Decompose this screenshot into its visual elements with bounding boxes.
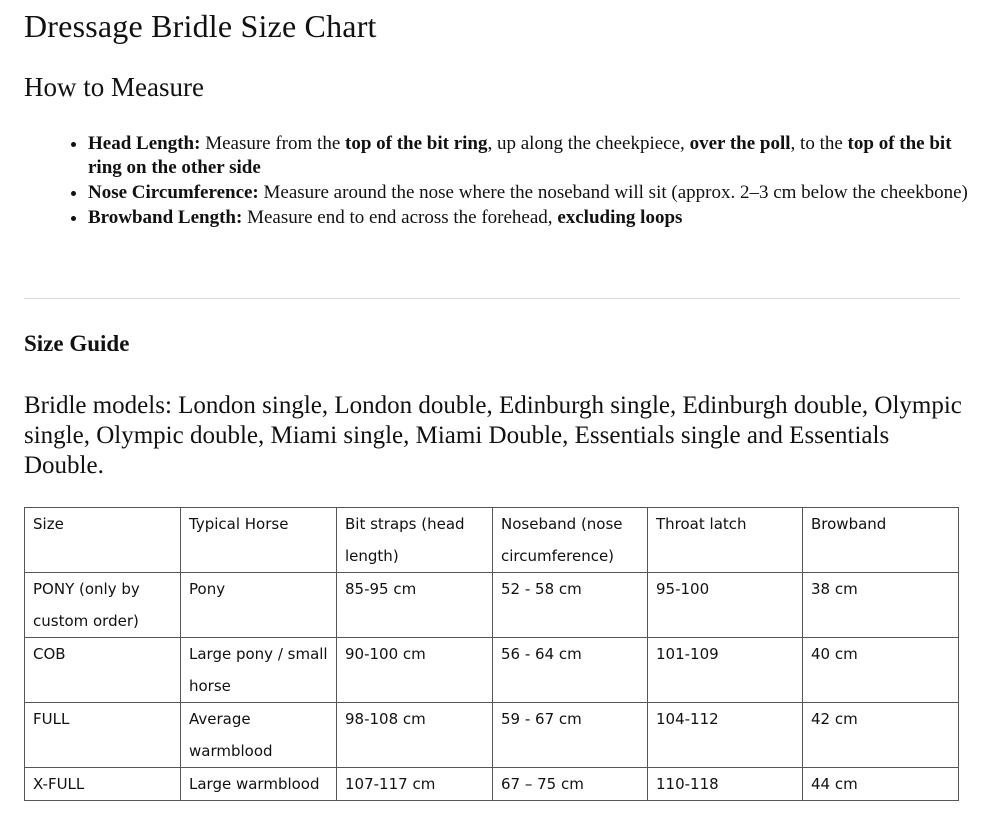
table-cell: Large pony / small horse — [181, 638, 337, 703]
measure-text: Measure end to end across the forehead, — [242, 207, 558, 228]
table-body — [25, 573, 959, 801]
table-cell: Pony — [181, 573, 337, 638]
measure-text: , up along the cheekpiece, — [487, 133, 690, 154]
table-cell: 107-117 cm — [337, 768, 493, 801]
size-table — [24, 507, 959, 801]
table-cell: 67 – 75 cm — [493, 768, 648, 801]
table-cell: 95-100 — [648, 573, 803, 638]
table-header-row — [25, 508, 959, 573]
table-cell: COB — [25, 638, 181, 703]
table-cell: 38 cm — [803, 573, 959, 638]
table-row — [25, 768, 959, 801]
table-cell: 98-108 cm — [337, 703, 493, 768]
table-cell: 110-118 — [648, 768, 803, 801]
table-cell: Average warmblood — [181, 703, 337, 768]
table-cell: 90-100 cm — [337, 638, 493, 703]
measure-emphasis-text: over the poll — [689, 133, 791, 154]
table-header-cell: Throat latch — [648, 508, 803, 573]
table-cell: 40 cm — [803, 638, 959, 703]
size-guide-heading: Size Guide — [24, 331, 130, 356]
measure-instructions-list — [56, 132, 988, 231]
table-cell: 104-112 — [648, 703, 803, 768]
measure-emphasis-text: top of the bit ring — [345, 133, 488, 154]
table-cell: 59 - 67 cm — [493, 703, 648, 768]
measure-text: Measure from the — [200, 133, 345, 154]
measure-list-item — [88, 206, 988, 230]
measure-list-item — [88, 132, 988, 180]
measure-emphasis-text: Head Length: — [88, 133, 201, 154]
table-header-cell: Noseband (nose circumference) — [493, 508, 648, 573]
measure-list-item — [88, 181, 988, 205]
measure-text: Measure around the nose where the noseband will sit (approx. 2–3 cm below the cheekbone) — [258, 182, 968, 203]
table-row — [25, 573, 959, 638]
table-cell: Large warmblood — [181, 768, 337, 801]
table-header-cell: Size — [25, 508, 181, 573]
table-cell: X-FULL — [25, 768, 181, 801]
bridle-models-text: Bridle models: London single, London double, Edinburgh single, Edinburgh double, Olympic single, Olympic double, Miami single, Miami Double, Essentials single and Essentials Double. — [24, 392, 962, 479]
measure-emphasis-text: Browband Length: — [88, 207, 243, 228]
table-cell: FULL — [25, 703, 181, 768]
measure-emphasis-text: excluding loops — [557, 207, 683, 228]
page-title: Dressage Bridle Size Chart — [24, 8, 377, 44]
table-cell: 56 - 64 cm — [493, 638, 648, 703]
how-to-measure-heading: How to Measure — [24, 72, 204, 102]
measure-text: , to the — [790, 133, 848, 154]
measure-emphasis-text: Nose Circumference: — [88, 182, 259, 203]
table-cell: 42 cm — [803, 703, 959, 768]
table-header-cell: Browband — [803, 508, 959, 573]
table-header-cell: Typical Horse — [181, 508, 337, 573]
measure-emphasis-text: top of the bit ring on the other side — [88, 133, 952, 178]
table-header-cell: Bit straps (head length) — [337, 508, 493, 573]
section-divider — [24, 298, 960, 299]
table-cell: PONY (only by custom order) — [25, 573, 181, 638]
table-cell: 44 cm — [803, 768, 959, 801]
table-row — [25, 638, 959, 703]
table-row — [25, 703, 959, 768]
table-cell: 101-109 — [648, 638, 803, 703]
table-cell: 52 - 58 cm — [493, 573, 648, 638]
table-cell: 85-95 cm — [337, 573, 493, 638]
